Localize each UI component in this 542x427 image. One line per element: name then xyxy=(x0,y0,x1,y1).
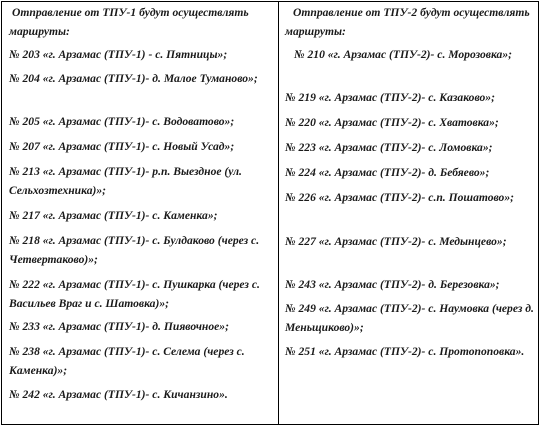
tpu2-heading: Отправление от ТПУ-2 будут осуществлять маршруты: xyxy=(285,6,530,38)
route-item: № 219 «г. Арзамас (ТПУ-2)- с. Казаково»; xyxy=(285,91,495,104)
route-item: № 242 «г. Арзамас (ТПУ-1)- с. Кичанзино». xyxy=(9,388,228,401)
route-item: № 207 «г. Арзамас (ТПУ-1)- с. Новый Усад»; xyxy=(9,140,235,153)
route-item: № 224 «г. Арзамас (ТПУ-2)- д. Бебяево»; xyxy=(285,166,490,179)
route-item: № 233 «г. Арзамас (ТПУ-1)- д. Пиявочное»; xyxy=(9,320,229,333)
tpu2-column xyxy=(279,2,538,424)
route-item: № 222 «г. Арзамас (ТПУ-1)- с. Пушкарка (через с. Васильев Враг и с. Шатовка)»; xyxy=(9,278,260,310)
route-item: № 227 «г. Арзамас (ТПУ-2)- с. Медынцево»; xyxy=(285,235,507,248)
route-item: № 226 «г. Арзамас (ТПУ-2)- с.п. Пошатово»; xyxy=(285,191,515,204)
tpu1-column xyxy=(2,2,279,424)
route-item: № 238 «г. Арзамас (ТПУ-1)- с. Селема (через с. Каменка)»; xyxy=(9,345,245,377)
route-item: № 213 «г. Арзамас (ТПУ-1)- р.п. Выездное (ул. Сельхозтехника)»; xyxy=(9,165,242,197)
route-item: № 205 «г. Арзамас (ТПУ-1)- с. Водоватово»; xyxy=(9,115,235,128)
route-item: № 217 «г. Арзамас (ТПУ-1)- с. Каменка»; xyxy=(9,209,218,222)
route-item: № 218 «г. Арзамас (ТПУ-1)- с. Булдаково (через с. Четвертаково)»; xyxy=(9,234,260,266)
tpu1-heading: Отправление от ТПУ-1 будут осуществлять маршруты: xyxy=(9,6,249,38)
route-item: № 251 «г. Арзамас (ТПУ-2)- с. Протопоповка». xyxy=(285,345,525,358)
route-item: № 210 «г. Арзамас (ТПУ-2)- с. Морозовка»; xyxy=(294,48,513,61)
route-item: № 223 «г. Арзамас (ТПУ-2)- с. Ломовка»; xyxy=(285,141,493,154)
route-item: № 203 «г. Арзамас (ТПУ-1) - с. Пятницы»; xyxy=(9,48,228,61)
route-item: № 204 «г. Арзамас (ТПУ-1)- д. Малое Туманово»; xyxy=(9,72,258,85)
route-item: № 243 «г. Арзамас (ТПУ-2)- д. Березовка»; xyxy=(285,278,500,291)
route-item: № 249 «г. Арзамас (ТПУ-2)- с. Наумовка (через д. Меньщиково)»; xyxy=(285,302,534,334)
route-item: № 220 «г. Арзамас (ТПУ-2)- с. Хватовка»; xyxy=(285,116,499,129)
routes-table xyxy=(1,1,539,425)
